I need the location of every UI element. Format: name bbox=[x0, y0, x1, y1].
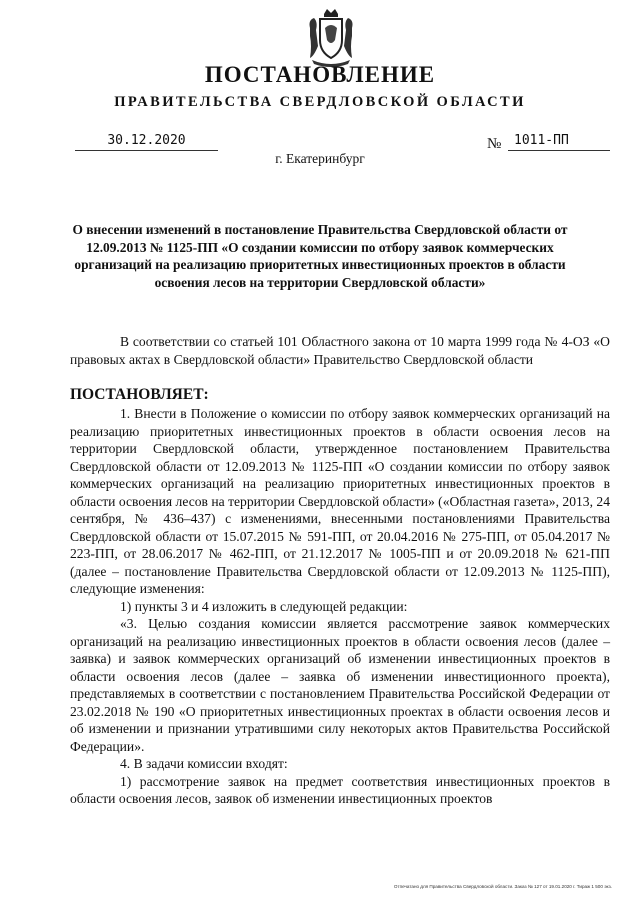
preamble-paragraph: В соответствии со статьей 101 Областного закона от 10 марта 1999 года № 4-ОЗ «О правовых актах в Свердловской области» Правительство Свердловской области bbox=[70, 334, 610, 367]
document-date: 30.12.2020 bbox=[107, 133, 186, 148]
body-paragraph: 4. В задачи комиссии входят: bbox=[120, 756, 288, 771]
number-label: № bbox=[487, 136, 502, 152]
body-paragraph: 1) рассмотрение заявок на предмет соответствия инвестиционных проектов в области освоения лесов, заявок об изменении инвестиционных проектов bbox=[70, 773, 610, 806]
city-line: г. Екатеринбург bbox=[275, 151, 365, 166]
coat-of-arms-icon bbox=[300, 6, 362, 68]
document-number: 1011-ПП bbox=[514, 133, 569, 148]
body-paragraph: «3. Целью создания комиссии является рассмотрение заявок коммерческих организаций на реализацию инвестиционных проектов в области освоения лесов (далее – заявка) и заявок коммерческих организаций об изменении инвестиционных проектов в области освоения лесов (далее – заявка об изменении инвестиционного проекта), представляемых в соответствии с постановлением Правительства Российской Федерации от 23.02.2018 № 190 «О приоритетных инвестиционных проектах в области освоения лесов и об изменении и признании утратившими силу некоторых актов Правительства Российской Федерации». bbox=[70, 616, 610, 754]
body-paragraph: 1. Внести в Положение о комиссии по отбору заявок коммерческих организаций на реализацию приоритетных инвестиционных проектов в области освоения лесов на территории Свердловской области, утвержденное постановлением Правительства Свердловской области от 12.09.2013 № 1125-ПП «О создании комиссии по отбору заявок коммерческих организаций на реализацию приоритетных инвестиционных проектов в области освоения лесов на территории Свердловской области» («Областная газета», 2013, 24 сентября, № 436–437) с изменениями, внесенными постановлениями Правительства Свердловской области от 15.07.2015 № 591-ПП, от 20.04.2016 № 275-ПП, от 05.04.2017 № 223-ПП, от 28.06.2017 № 462-ПП, от 21.12.2017 № 1005-ПП и от 20.09.2018 № 621-ПП (далее – постановление Правительства Свердловской области от 12.09.2013 № 1125-ПП), следующие изменения: bbox=[70, 406, 610, 596]
body-paragraph: 1) пункты 3 и 4 изложить в следующей редакции: bbox=[120, 598, 408, 614]
document-title: ПОСТАНОВЛЕНИЕ bbox=[204, 62, 436, 87]
document-subject: О внесении изменений в постановление Правительства Свердловской области от 12.09.2013 № 1125-ПП «О создании комиссии по отбору заявок коммерческих организаций на реализацию приоритетных инвестиционных проектов в области освоения лесов на территории Свердловской области» bbox=[72, 222, 568, 290]
decree-heading: ПОСТАНОВЛЯЕТ: bbox=[70, 386, 209, 403]
document-body bbox=[70, 405, 610, 808]
print-footer: Отпечатано для Правительства Свердловской области. Заказ № 127 от 19.01.2020 г. Тираж 1 500 экз. bbox=[393, 884, 612, 889]
document-issuer: ПРАВИТЕЛЬСТВА СВЕРДЛОВСКОЙ ОБЛАСТИ bbox=[114, 94, 526, 110]
